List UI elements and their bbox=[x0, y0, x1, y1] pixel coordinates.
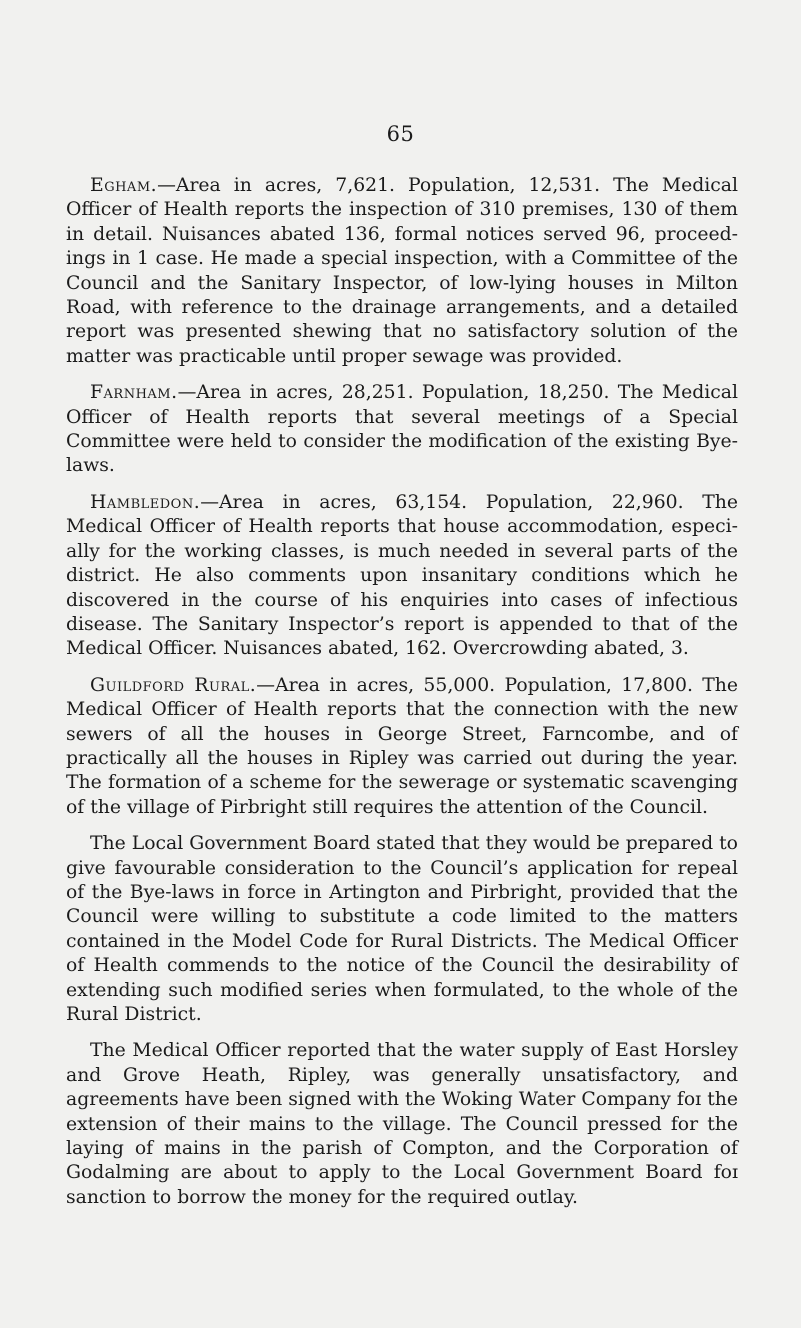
paragraph-bye-laws bbox=[66, 832, 738, 1027]
paragraph-guildford-rural bbox=[66, 674, 738, 820]
place-heading: Guildford Rural. bbox=[90, 674, 257, 696]
place-heading: Egham. bbox=[90, 175, 158, 196]
paragraph-text: —Area in acres, 28,251. Population, 18,250. The Medical Officer of Health reports that several meetings of a Special Committee were held to consider the modification of the existing Bye-laws. bbox=[66, 382, 738, 477]
paragraph-farnham bbox=[66, 381, 738, 479]
paragraph-egham bbox=[66, 174, 738, 369]
place-heading: Farnham. bbox=[90, 382, 178, 404]
paragraph-text: The Medical Officer reported that the water supply of East Horsley and Grove Heath, Ripley, was generally unsatisfactory, and agreements have been signed with the Woking Water Company foɪ the extension of their mains to the village. The Council pressed for the laying of mains in the parish of Compton, and the Corporation of Godalming are about to apply to the Local Government Board foɪ sanction to borrow the money for the required outlay. bbox=[66, 1040, 738, 1208]
paragraph-text: The Local Government Board stated that they would be prepared to give favourable consideration to the Council’s application for repeal of the Bye-laws in force in Artington and Pirbright, provided that the Council were willing to substitute a code limited to the matters contained in the Model Code for Rural Districts. The Medical Officer of Health commends to the notice of the Council the desirability of extending such modified series when formulated, to the whole of the Rural District. bbox=[66, 833, 738, 1025]
paragraph-text: —Area in acres, 7,621. Population, 12,531. The Medical Officer of Health reports the inspection of 310 premises, 130 of them in detail. Nuisances abated 136, formal notices served 96, proceed-ings in 1 case. He made a special inspection, with a Committee of the Council and the Sanitary Inspector, of low-lying houses in Milton Road, with reference to the drainage arrangements, and a detailed report was presented shewing that no satisfactory solution of the matter was practicable until proper sewage was provided. bbox=[66, 175, 738, 367]
place-heading: Hambledon. bbox=[90, 491, 201, 513]
report-body bbox=[66, 174, 738, 1222]
paragraph-text: —Area in acres, 55,000. Population, 17,800. The Medical Officer of Health reports that the connection with the new sewers of all the houses in George Street, Farncombe, and of practically all the houses in Ripley was carried out during the year. The formation of a scheme for the sewerage or systematic scavenging of the village of Pirbright still requires the attention of the Council. bbox=[66, 674, 738, 818]
paragraph-hambledon bbox=[66, 491, 738, 662]
page-number: 65 bbox=[386, 122, 415, 146]
paragraph-water-supply bbox=[66, 1039, 738, 1210]
paragraph-text: —Area in acres, 63,154. Population, 22,960. The Medical Officer of Health reports that house accommodation, especi-ally for the working classes, is much needed in several parts of the district. He also comments upon insanitary conditions which he discovered in the course of his enquiries into cases of infectious disease. The Sanitary Inspector’s report is appended to that of the Medical Officer. Nuisances abated, 162. Overcrowding abated, 3. bbox=[66, 491, 738, 660]
